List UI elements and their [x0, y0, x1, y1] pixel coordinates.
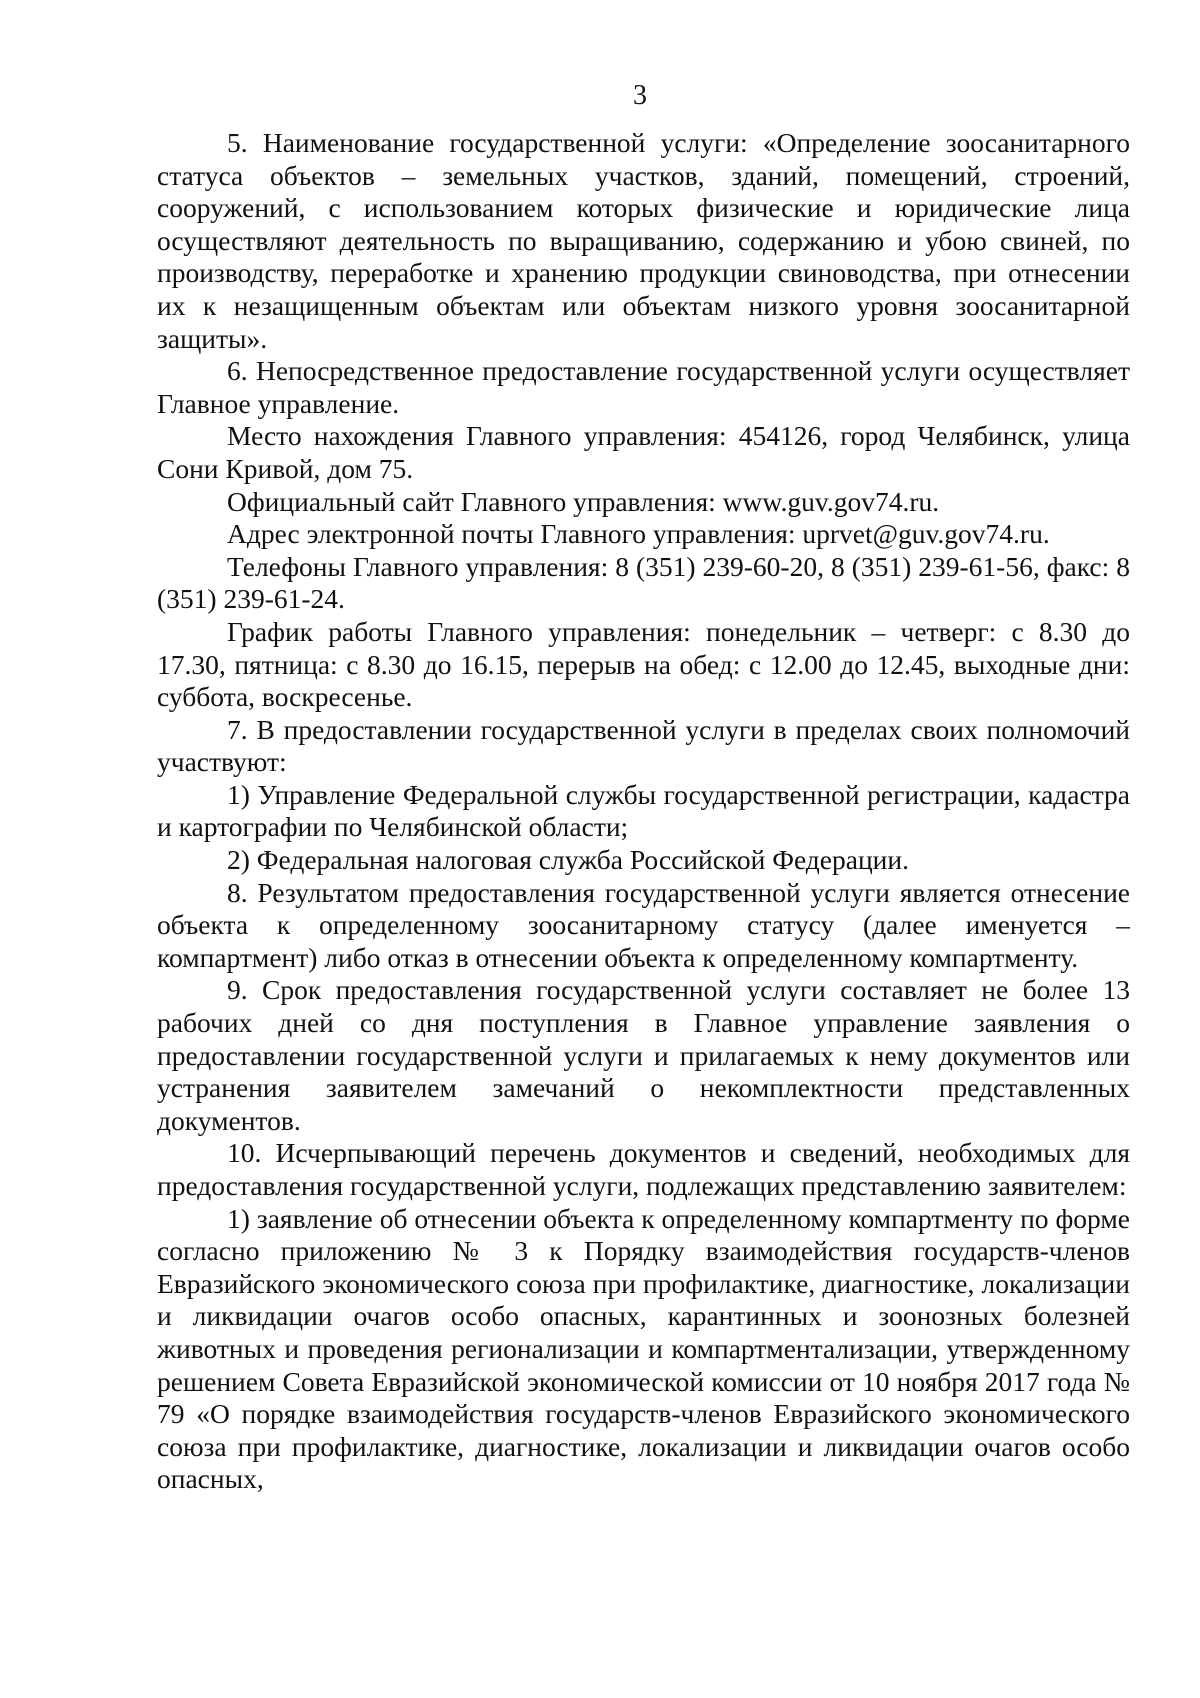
paragraph-document-1-application: 1) заявление об отнесении объекта к определенному компартменту по форме согласно приложению № 3 к Порядку взаимодействия государств-членов Евразийского экономического союза при профилактике, диагностике, локализации и ликвидации очагов особо опасных, карантинных и зоонозных болезней животных и проведения регионализации и компартментализации, утвержденному решением Совета Евразийской экономической комиссии от 10 ноября 2017 года № 79 «О порядке взаимодействия государств-членов Евразийского экономического союза при профилактике, диагностике, локализации и ликвидации очагов особо опасных, — [157, 1202, 1130, 1495]
paragraph-item-5-service-name: 5. Наименование государственной услуги: «Определение зоосанитарного статуса объектов – земельных участков, зданий, помещений, строений, сооружений, с использованием которых физические и юридические лица осуществляют деятельность по выращиванию, содержанию и убою свиней, по производству, переработке и хранению продукции свиноводства, при отнесении их к незащищенным объектам или объектам низкого уровня зоосанитарной защиты». — [157, 127, 1130, 354]
paragraph-item-10-documents: 10. Исчерпывающий перечень документов и сведений, необходимых для предоставления государственной услуги, подлежащих представлению заявителем: — [157, 1137, 1130, 1201]
paragraph-item-9-term: 9. Срок предоставления государственной услуги составляет не более 13 рабочих дней со дня поступления в Главное управление заявления о предоставлении государственной услуги и прилагаемых к нему документов или устранения заявителем замечаний о некомплектности представленных документов. — [157, 974, 1130, 1136]
paragraph-website: Официальный сайт Главного управления: www.guv.gov74.ru. — [227, 485, 940, 517]
paragraph-phones: Телефоны Главного управления: 8 (351) 239-60-20, 8 (351) 239-61-56, факс: 8 (351) 239-61-24. — [157, 550, 1130, 615]
paragraph-location: Место нахождения Главного управления: 454126, город Челябинск, улица Сони Кривой, дом 75. — [157, 420, 1130, 484]
paragraph-participant-1: 1) Управление Федеральной службы государственной регистрации, кадастра и картографии по Челябинской области; — [157, 778, 1130, 843]
paragraph-item-8-result: 8. Результатом предоставления государственной услуги является отнесение объекта к определенному зоосанитарному статусу (далее именуется – компартмент) либо отказ в отнесении объекта к определенному компартменту. — [157, 876, 1130, 973]
paragraph-item-6-provider: 6. Непосредственное предоставление государственной услуги осуществляет Главное управление. — [157, 355, 1130, 419]
paragraph-participant-2: 2) Федеральная налоговая служба Российской Федерации. — [227, 844, 909, 876]
paragraph-work-schedule: График работы Главного управления: понедельник – четверг: с 8.30 до 17.30, пятница: с 8.30 до 16.15, перерыв на обед: с 12.00 до 12.45, выходные дни: суббота, воскресенье. — [157, 615, 1130, 713]
paragraph-email: Адрес электронной почты Главного управления: uprvet@guv.gov74.ru. — [227, 518, 1050, 550]
paragraph-item-7-participants: 7. В предоставлении государственной услуги в пределах своих полномочий участвуют: — [157, 713, 1130, 778]
page-number: 3 — [633, 80, 647, 111]
document-body — [157, 127, 1130, 1496]
